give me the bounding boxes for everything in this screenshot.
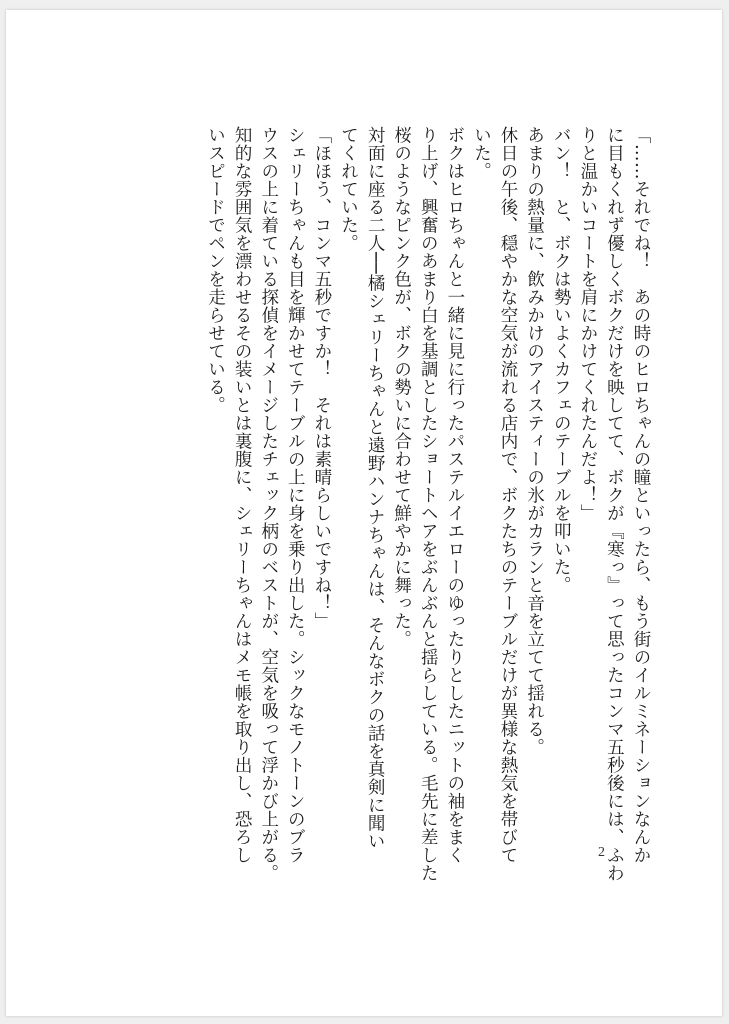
- text-line: バン！ と、ボクは勢いよくカフェのテーブルを叩いた。: [551, 126, 572, 594]
- text-line: 対面に座る二人──橘シェリーちゃんと遠野ハンナちゃんは、そんなボクの話を真剣に聞い: [365, 126, 386, 851]
- text-line: 桜のようなピンク色が、ボクの勢いに合わせて鮮やかに舞った。: [391, 126, 412, 648]
- text-line: いスピードでペンを走らせている。: [205, 126, 226, 414]
- text-line: てくれていた。: [338, 126, 359, 252]
- text-line: 休日の午後、穏やかな空気が流れる店内で、ボクたちのテーブルだけが異様な熱気を帯びて: [498, 126, 519, 864]
- text-line: 「ほほう、コンマ五秒ですか！ それは素晴らしいですね！」: [311, 126, 332, 630]
- text-line: りと温かいコートを肩にかけてくれたんだよ！」: [577, 126, 598, 522]
- page-number: 2: [598, 845, 605, 860]
- text-line: いた。: [471, 126, 492, 180]
- text-line: ウスの上に着ている探偵をイメージしたチェック柄のベストが、空気を吸って浮かび上がる。: [258, 126, 279, 882]
- document-page: [6, 10, 722, 1016]
- text-line: シェリーちゃんも目を輝かせてテーブルの上に身を乗り出した。シックなモノトーンのブラ: [285, 126, 306, 864]
- vertical-text-body: [134, 126, 654, 882]
- text-line: 「……それでね！ あの時のヒロちゃんの瞳といったら、もう街のイルミネーションなんか: [631, 126, 651, 864]
- text-line: あまりの熱量に、飲みかけのアイスティーの氷がカランと音を立てて揺れる。: [524, 126, 545, 756]
- text-line: ボクはヒロちゃんと一緒に見に行ったパステルイエローのゆったりとしたニットの袖をまく: [444, 126, 465, 864]
- text-line: に目もくれず優しくボクだけを映してて、ボクが『寒っ』って思ったコンマ五秒後には、ふわ: [604, 126, 625, 882]
- text-line: り上げ、興奮のあまり白を基調としたショートヘアをぶんぶんと揺らしている。毛先に差した: [418, 126, 439, 882]
- text-line: 知的な雰囲気を漂わせるその装いとは裏腹に、シェリーちゃんはメモ帳を取り出し、恐ろし: [232, 126, 253, 864]
